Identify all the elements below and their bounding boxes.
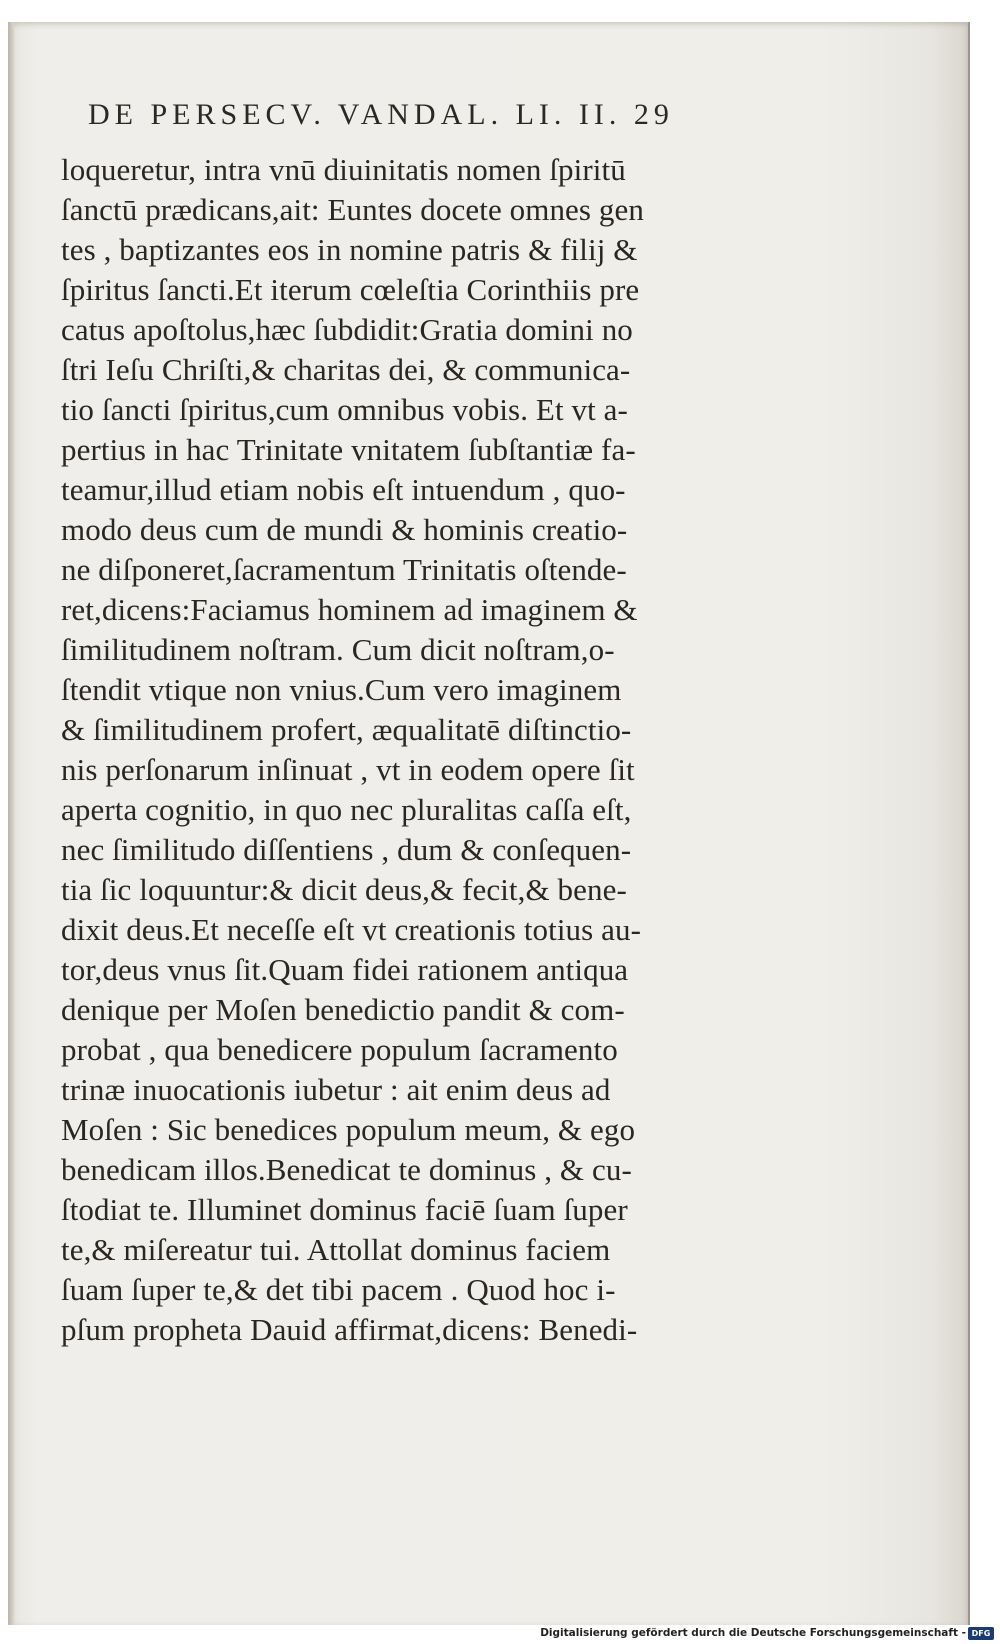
running-head: DE PERSECV. VANDAL. LI. II. 29 xyxy=(88,98,674,131)
funding-credit: Digitalisierung gefördert durch die Deutsche Forschungsgemeinschaft - xyxy=(540,1627,966,1639)
text-line: nis perſonarum inſinuat , vt in eodem opere ſit xyxy=(61,752,635,787)
text-line: loqueretur, intra vnū diuinitatis nomen ſpiritū xyxy=(61,152,626,187)
book-page xyxy=(8,22,970,1625)
text-line: & ſimilitudinem profert, æqualitatē diſtinctio- xyxy=(61,712,632,747)
text-line: pſum propheta Dauid affirmat,dicens: Benedi- xyxy=(61,1312,638,1347)
text-line: denique per Moſen benedictio pandit & com- xyxy=(61,992,625,1027)
page-binding-edge xyxy=(8,22,14,1625)
text-line: te,& miſereatur tui. Attollat dominus faciem xyxy=(61,1232,611,1267)
body-text xyxy=(61,150,761,1350)
text-line: nec ſimilitudo diſſentiens , dum & conſequen- xyxy=(61,832,632,867)
text-line: teamur,illud etiam nobis eſt intuendum , quo- xyxy=(61,472,626,507)
text-line: tia ſic loquuntur:& dicit deus,& fecit,& bene- xyxy=(61,872,627,907)
text-line: ſuam ſuper te,& det tibi pacem . Quod hoc i- xyxy=(61,1272,616,1307)
text-line: ſanctū prædicans,ait: Euntes docete omnes gen xyxy=(61,192,644,227)
text-line: ne diſponeret,ſacramentum Trinitatis oſtende- xyxy=(61,552,627,587)
text-line: modo deus cum de mundi & hominis creatio- xyxy=(61,512,628,547)
text-line: tio ſancti ſpiritus,cum omnibus vobis. Et vt a- xyxy=(61,392,628,427)
text-line: dixit deus.Et neceſſe eſt vt creationis totius au- xyxy=(61,912,642,947)
text-line: benedicam illos.Benedicat te dominus , & cu- xyxy=(61,1152,632,1187)
text-line: ſpiritus ſancti.Et iterum cœleſtia Corinthiis pre xyxy=(61,272,640,307)
text-line: tes , baptizantes eos in nomine patris & filij & xyxy=(61,232,638,267)
text-line: ſimilitudinem noſtram. Cum dicit noſtram,o- xyxy=(61,632,615,667)
dfg-logo: DFG xyxy=(968,1627,994,1640)
text-line: Moſen : Sic benedices populum meum, & ego xyxy=(61,1112,636,1147)
text-line: ſtendit vtique non vnius.Cum vero imaginem xyxy=(61,672,622,707)
text-line: catus apoſtolus,hæc ſubdidit:Gratia domini no xyxy=(61,312,633,347)
text-line: ſtri Ieſu Chriſti,& charitas dei, & communica- xyxy=(61,352,631,387)
text-line: ſtodiat te. Illuminet dominus faciē ſuam ſuper xyxy=(61,1192,628,1227)
text-line: probat , qua benedicere populum ſacramento xyxy=(61,1032,618,1067)
text-line: aperta cognitio, in quo nec pluralitas caſſa eſt, xyxy=(61,792,632,827)
text-line: pertius in hac Trinitate vnitatem ſubſtantiæ fa- xyxy=(61,432,636,467)
text-line: trinæ inuocationis iubetur : ait enim deus ad xyxy=(61,1072,611,1107)
text-line: tor,deus vnus ſit.Quam fidei rationem antiqua xyxy=(61,952,629,987)
text-line: ret,dicens:Faciamus hominem ad imaginem & xyxy=(61,592,638,627)
